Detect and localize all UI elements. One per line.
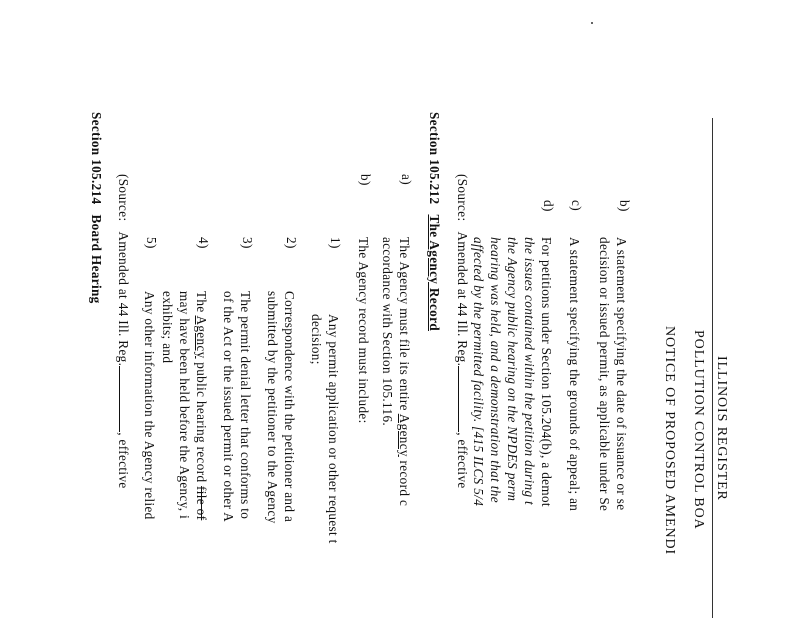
item-c-text: A statement specifying the grounds of appeal; an xyxy=(567,237,582,512)
list-item-1-label: 1) xyxy=(328,237,343,249)
list-item-5-text: Any other information the Agency relied xyxy=(142,291,157,520)
source-blank xyxy=(119,366,130,432)
list-item-4-text: exhibits; and xyxy=(160,291,175,364)
item-d-text: hearing was held, and a demonstration that the xyxy=(488,237,503,503)
source-line xyxy=(116,174,130,489)
list-item-3-text: The permit denial letter that conforms to xyxy=(238,291,253,520)
section-title: Board Hearing xyxy=(89,214,104,304)
item-d-text: For petitions under Section 105.204(b), a demot xyxy=(539,237,554,507)
section-212-a-text: accordance with Section 105.116. xyxy=(380,237,395,427)
list-item-5-label: 5) xyxy=(144,237,159,249)
item-b-text: A statement specifying the date of issuance or se xyxy=(614,237,629,511)
section-212-b-text: The Agency record must include: xyxy=(356,237,371,424)
list-item-1-text: Any permit application or other request t xyxy=(326,314,341,544)
list-item-2-text: submitted by the petitioner to the Agency xyxy=(265,291,280,524)
section-number: Section 105.212 xyxy=(427,112,442,205)
source-label: (Source: xyxy=(455,174,470,222)
section-number: Section 105.214 xyxy=(89,112,104,205)
source-effective: , effective xyxy=(455,432,470,489)
section-212-a-label: a) xyxy=(399,174,414,185)
list-item-4-label: 4) xyxy=(196,237,211,249)
section-212-b-label: b) xyxy=(358,174,373,186)
notice-title: NOTICE OF PROPOSED AMENDI xyxy=(662,326,677,556)
section-212-a-text: The Agency must file its entire Agency record c xyxy=(397,237,412,507)
section-title: The Agency Record xyxy=(427,214,442,331)
struck-text: file of xyxy=(194,486,209,521)
board-name: POLLUTION CONTROL BOA xyxy=(691,330,706,530)
register-header: ILLINOIS REGISTER xyxy=(714,356,729,501)
source-blank xyxy=(458,366,469,432)
list-item-4-text: may have been held before the Agency, i xyxy=(177,291,192,520)
scan-speck xyxy=(591,22,593,24)
source-effective: , effective xyxy=(116,432,131,489)
source-amended: Amended at 44 Ill. Reg. xyxy=(455,231,470,367)
item-d-text: the Agency public hearing on the NPDES perm xyxy=(505,237,520,502)
item-d-text: affected by the permitted facility. [415 ILCS 5/4 xyxy=(471,237,486,507)
item-c-label: c) xyxy=(569,200,584,211)
section-212-heading xyxy=(427,112,441,331)
source-label: (Source: xyxy=(116,174,131,222)
agency-inserted: Agency xyxy=(194,315,209,359)
source-amended: Amended at 44 Ill. Reg. xyxy=(116,231,131,367)
item-b-text: decision or issued permit, as applicable under Se xyxy=(597,237,612,512)
list-item-2-label: 2) xyxy=(284,237,299,249)
list-item-1-text: decision; xyxy=(309,314,324,365)
list-item-2-text: Correspondence with the petitioner and a xyxy=(282,291,297,523)
agency-inserted: Agency xyxy=(397,413,412,457)
section-214-heading xyxy=(89,112,103,304)
item-d-text: the issues contained within the petition during t xyxy=(522,237,537,506)
item-b-label: b) xyxy=(617,200,632,212)
list-item-3-text: of the Act or the issued permit or other A xyxy=(221,291,236,523)
item-d-label: d) xyxy=(541,200,556,212)
list-item-3-label: 3) xyxy=(240,237,255,249)
source-line xyxy=(455,174,469,489)
list-item-4-text: The Agency public hearing record file of xyxy=(194,291,209,521)
